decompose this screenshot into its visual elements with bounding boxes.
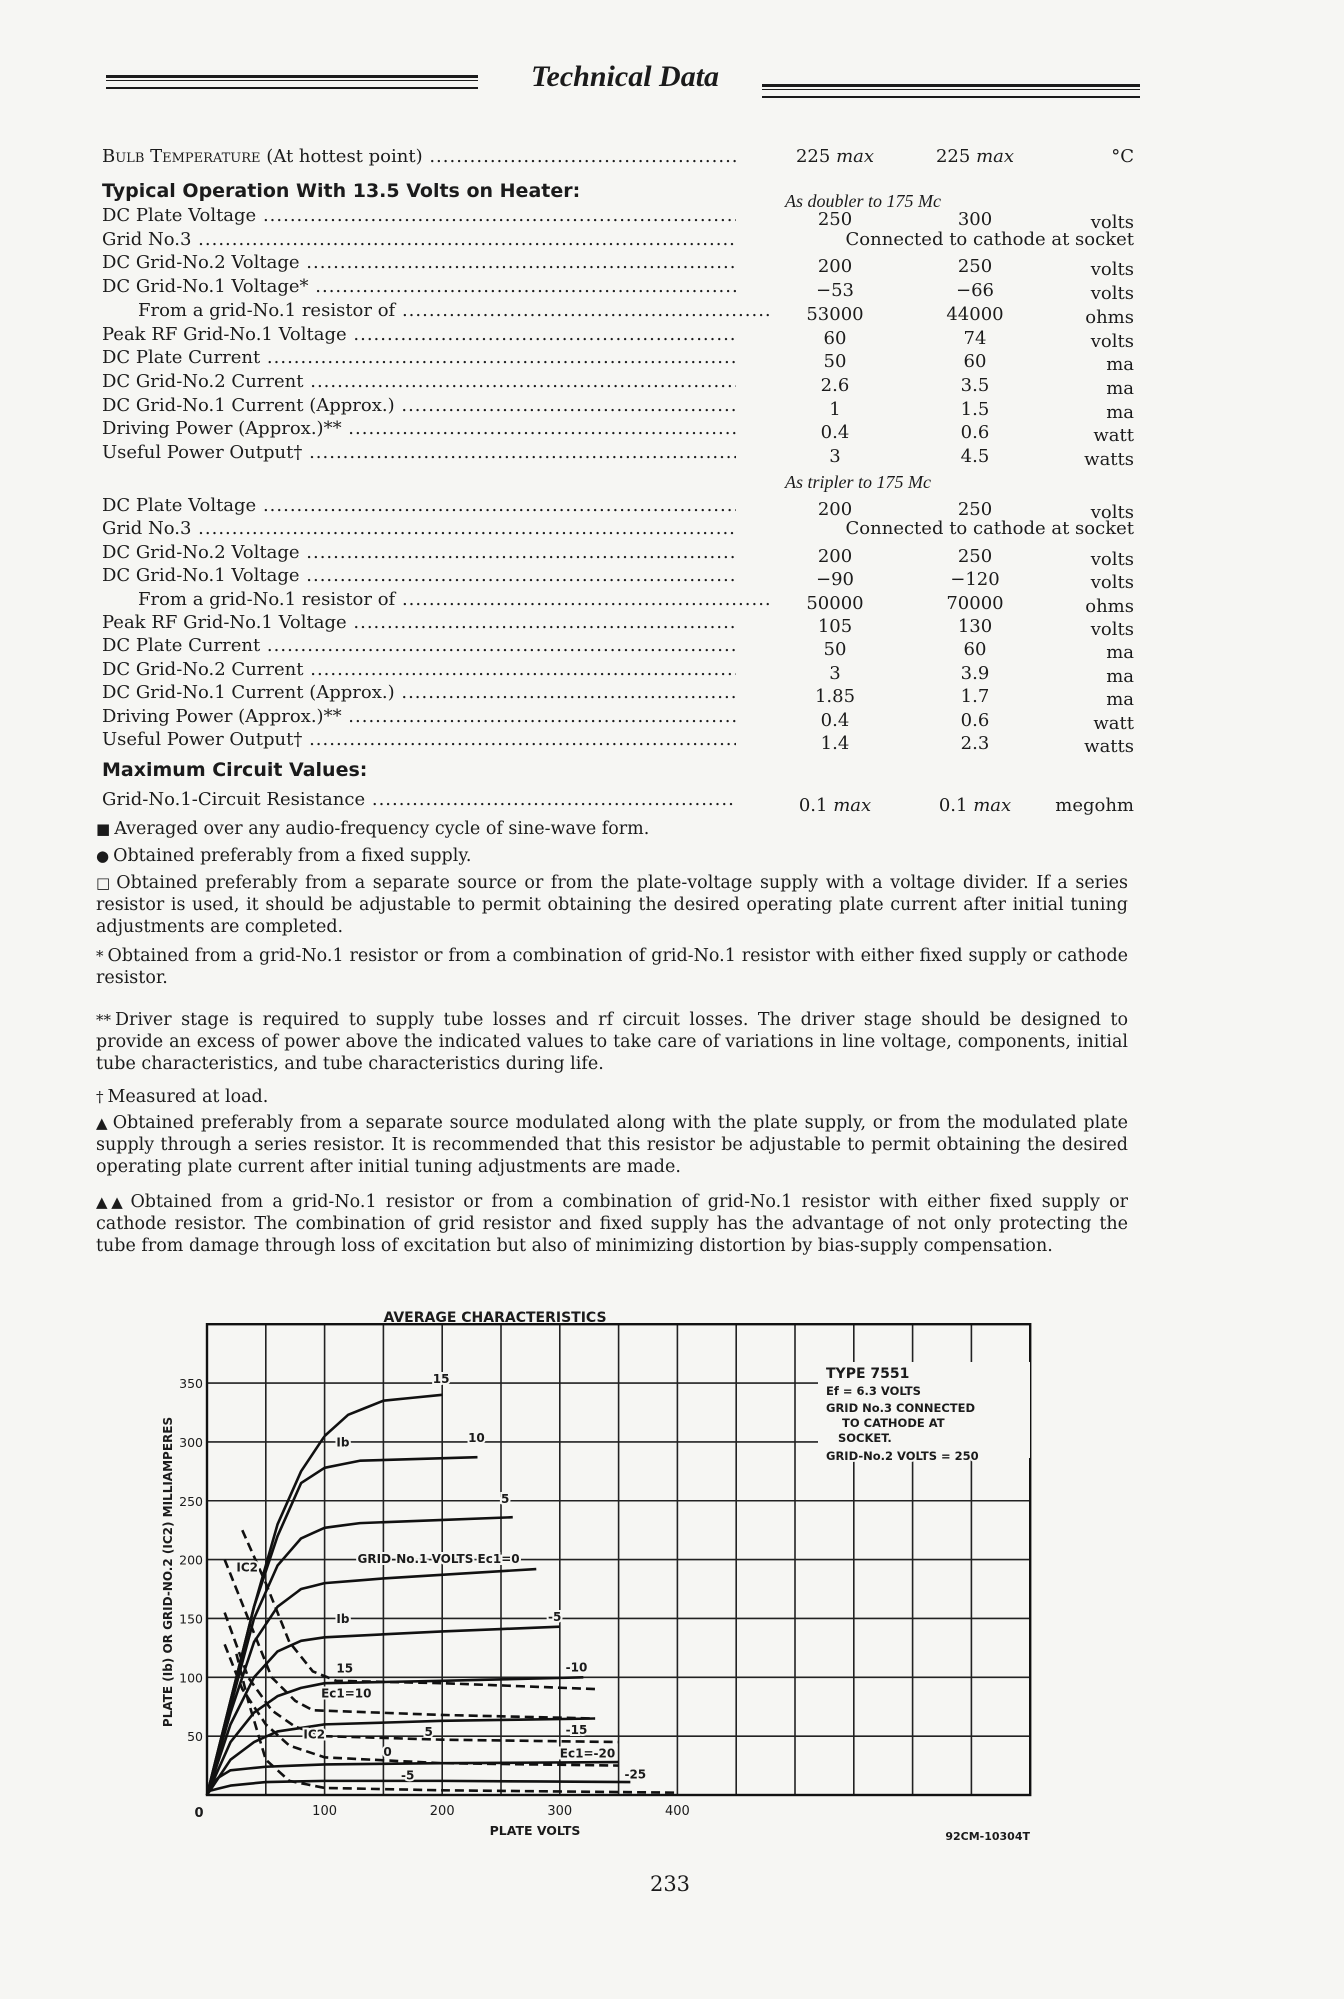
unit: volts <box>1090 502 1134 523</box>
value-number: 0.1 <box>938 795 968 816</box>
row-label: DC Grid-No.1 Current (Approx.) ..... <box>102 681 736 705</box>
row-label: DC Plate Voltage ..... <box>102 494 736 518</box>
footnote-mark: ▲▲ <box>96 1193 127 1211</box>
grid-circuit-resistance-row <box>102 788 1134 816</box>
curve-label: Ib <box>336 1612 350 1627</box>
footnote <box>96 1086 1128 1108</box>
curve-label: -5 <box>548 1609 562 1624</box>
unit: ma <box>1106 377 1134 399</box>
x-tick-label: 100 <box>312 1804 338 1819</box>
legend-text: TO CATHODE AT <box>842 1416 945 1430</box>
unit: ohms <box>1085 595 1134 617</box>
footnote-text: Measured at load. <box>107 1087 269 1107</box>
value-2: 1.5 <box>960 398 990 420</box>
curve-label: 15 <box>432 1372 450 1387</box>
footnote-mark: * <box>96 947 104 965</box>
value-1: 105 <box>817 616 853 637</box>
footnote <box>96 1112 1128 1178</box>
footnote-text: Obtained preferably from a separate source modulated along with the plate supply, or from the modulated plate supply through a series resistor. It is recommended that this resistor be adjustable to permit obtaining the desired operating plate current after initial tuning adjustments are made. <box>96 1113 1128 1177</box>
y-tick-label: 300 <box>179 1434 203 1450</box>
label-rest: (At hottest point) <box>260 146 423 167</box>
value-1 <box>785 145 885 169</box>
row-label: From a grid-No.1 resistor of ..... <box>102 588 772 612</box>
spec-row <box>102 394 1134 423</box>
value-2: 1.7 <box>960 686 990 708</box>
value-1: 53000 <box>806 303 864 325</box>
unit: volts <box>1090 572 1134 594</box>
legend-text: SOCKET. <box>838 1431 892 1445</box>
value-1: 200 <box>817 256 853 278</box>
spec-row <box>102 494 1134 523</box>
unit: megohm <box>1055 795 1134 816</box>
row-label: DC Grid-No.1 Voltage ..... <box>102 564 736 588</box>
curve-label: Ec1=10 <box>321 1686 372 1701</box>
row-label: DC Grid-No.2 Voltage ..... <box>102 251 736 275</box>
value-2: 74 <box>963 327 987 349</box>
spec-row <box>102 705 1134 734</box>
spec-row <box>102 299 1134 328</box>
unit: volts <box>1090 259 1134 281</box>
value-1: 1.85 <box>814 686 856 708</box>
row-label: From a grid-No.1 resistor of ..... <box>102 299 772 323</box>
value-1: 60 <box>823 327 847 349</box>
max-circuit-heading: Maximum Circuit Values: <box>102 759 368 781</box>
footnote <box>96 872 1128 938</box>
curve-label: 0 <box>383 1745 392 1760</box>
unit: watts <box>1084 449 1134 470</box>
spec-row <box>102 658 1134 687</box>
footnote <box>96 945 1128 989</box>
row-label: Grid-No.1-Circuit Resistance ..... <box>102 788 736 812</box>
x-axis-label: PLATE VOLTS <box>489 1823 581 1838</box>
legend-text: GRID No.3 CONNECTED <box>826 1401 976 1415</box>
row-label: DC Plate Current ..... <box>102 634 736 658</box>
value-modifier: max <box>836 146 875 167</box>
row-span-value: Connected to cathode at socket <box>845 518 1134 540</box>
row-label: DC Plate Current ..... <box>102 346 736 370</box>
unit: volts <box>1090 619 1134 640</box>
x-tick-label: 400 <box>664 1804 690 1819</box>
value-2: 4.5 <box>960 446 990 467</box>
value-number: 225 <box>795 146 831 167</box>
spec-row <box>102 441 1134 470</box>
row-label: DC Grid-No.1 Current (Approx.) ..... <box>102 394 736 418</box>
value-2: 0.6 <box>960 422 990 444</box>
footnote <box>96 1191 1128 1257</box>
spec-row <box>102 370 1134 399</box>
footnote-mark: ■ <box>96 820 111 838</box>
spec-row <box>102 346 1134 376</box>
header-rule-left <box>106 75 478 89</box>
footnote-text: Obtained preferably from a separate source or from the plate-voltage supply with a voltage divider. If a series resistor is used, it should be adjustable to permit obtaining the desired operating plate current after initial tuning adjustments are completed. <box>96 873 1128 937</box>
value-1: 200 <box>817 545 853 567</box>
figure-code: 92CM-10304T <box>945 1830 1030 1843</box>
y-tick-label: 50 <box>187 1729 203 1745</box>
value-1: 50 <box>823 639 847 661</box>
row-label: DC Grid-No.2 Current ..... <box>102 370 736 394</box>
footnote <box>96 1009 1128 1075</box>
footnote <box>96 818 1128 840</box>
row-label: DC Grid-No.1 Voltage* ..... <box>102 275 736 299</box>
label-smallcaps: Bulb Temperature <box>102 146 261 167</box>
spec-row <box>102 517 1134 541</box>
value-2: −66 <box>956 280 994 302</box>
average-characteristics-chart <box>150 1300 1050 1860</box>
row-label: Grid No.3 ..... <box>102 517 736 541</box>
value-2: 250 <box>957 256 993 278</box>
footnote-text: Driver stage is required to supply tube losses and rf circuit losses. The driver stage should be designed to provide an excess of power above the indicated values to take care of variations in line voltage, components, initial tube characteristics, and tube characteristics during life. <box>96 1010 1128 1074</box>
row-label: Useful Power Output† ..... <box>102 728 736 752</box>
value-1 <box>785 794 885 818</box>
spec-row <box>102 611 1134 640</box>
footnote-text: Obtained preferably from a fixed supply. <box>113 846 472 866</box>
y-tick-label: 0 <box>194 1806 204 1821</box>
x-tick-label: 300 <box>547 1804 573 1819</box>
value-2: 0.6 <box>960 709 990 731</box>
value-2: 70000 <box>946 592 1004 614</box>
unit: ma <box>1106 401 1134 423</box>
curve-label: 5 <box>424 1725 433 1740</box>
value-1: 250 <box>817 209 853 230</box>
value-1: −90 <box>816 569 854 591</box>
y-tick-label: 250 <box>179 1493 203 1509</box>
value-modifier: max <box>833 795 872 816</box>
row-label: Driving Power (Approx.)** ..... <box>102 705 736 729</box>
page-number: 233 <box>649 1872 691 1896</box>
value-modifier: max <box>973 795 1012 816</box>
row-label: DC Grid-No.2 Current ..... <box>102 658 736 682</box>
curve-label: Ib <box>336 1435 350 1450</box>
x-tick-label: 200 <box>429 1804 455 1819</box>
value-2: −120 <box>950 569 1000 591</box>
unit: ma <box>1106 642 1134 664</box>
unit: ma <box>1106 354 1134 376</box>
value-1: 2.6 <box>820 374 850 396</box>
value-1: 1.4 <box>820 733 850 754</box>
spec-row <box>102 323 1134 352</box>
row-label: DC Plate Voltage ..... <box>102 204 736 228</box>
unit: watts <box>1084 736 1134 757</box>
curve-label: IC2 <box>236 1560 259 1575</box>
value-1: 1 <box>829 398 841 420</box>
row-label: Useful Power Output† ..... <box>102 441 736 465</box>
unit: ma <box>1106 689 1134 711</box>
footnote-text: Obtained from a grid-No.1 resistor or from a combination of grid-No.1 resistor with either fixed supply or cathode resistor. <box>96 946 1128 988</box>
doubler-subheading: As doubler to 175 Mc <box>785 191 941 211</box>
value-2: 250 <box>957 499 993 520</box>
series-line-ic2 <box>236 1654 677 1793</box>
unit: ohms <box>1085 306 1134 328</box>
spec-row <box>102 228 1134 252</box>
chart-title: AVERAGE CHARACTERISTICS <box>383 1310 607 1326</box>
spec-row <box>102 204 1134 233</box>
value-1: −53 <box>816 280 854 302</box>
footnote-mark: † <box>96 1088 104 1106</box>
value-1: 0.4 <box>820 422 850 444</box>
spec-row <box>102 417 1134 447</box>
curve-label: 15 <box>336 1661 354 1676</box>
value-1: 200 <box>817 499 853 520</box>
curve-label: 10 <box>468 1430 485 1445</box>
curve-label: -10 <box>565 1660 588 1675</box>
value-number: 0.1 <box>798 795 828 816</box>
legend-text: GRID-No.2 VOLTS = 250 <box>826 1449 979 1463</box>
spec-row <box>102 681 1134 711</box>
legend-text: Ef = 6.3 VOLTS <box>826 1384 921 1398</box>
value-2 <box>925 145 1025 169</box>
y-tick-label: 100 <box>179 1670 203 1686</box>
spec-row <box>102 588 1134 617</box>
row-label: Driving Power (Approx.)** ..... <box>102 417 736 441</box>
curve-label: -5 <box>401 1768 415 1783</box>
tripler-subheading: As tripler to 175 Mc <box>785 472 931 492</box>
unit: volts <box>1090 330 1134 352</box>
row-label: Grid No.3 ..... <box>102 228 736 252</box>
unit: volts <box>1090 283 1134 305</box>
page-title: Technical Data <box>530 60 720 93</box>
value-modifier: max <box>976 146 1015 167</box>
curve-label: IC2 <box>303 1727 326 1742</box>
unit: °C <box>1111 146 1134 167</box>
header-rule-right <box>762 84 1140 98</box>
row-label: DC Grid-No.2 Voltage ..... <box>102 541 736 565</box>
footnote-mark: □ <box>96 874 113 892</box>
unit: volts <box>1090 548 1134 570</box>
unit: watt <box>1093 425 1134 447</box>
curve-label: -15 <box>565 1722 588 1737</box>
spec-row <box>102 728 1134 757</box>
value-1: 3 <box>829 446 841 467</box>
legend-text: TYPE 7551 <box>826 1366 910 1382</box>
row-label: Peak RF Grid-No.1 Voltage ..... <box>102 323 736 347</box>
typical-operation-heading: Typical Operation With 13.5 Volts on Heater: <box>102 180 581 202</box>
value-2: 3.9 <box>960 662 990 684</box>
value-2 <box>925 794 1025 818</box>
footnote <box>96 845 1128 867</box>
curve-label: 5 <box>501 1492 510 1507</box>
footnote-text: Averaged over any audio-frequency cycle of sine-wave form. <box>114 819 650 839</box>
spec-row <box>102 564 1134 594</box>
row-span-value: Connected to cathode at socket <box>845 228 1134 250</box>
spec-row <box>102 634 1134 664</box>
value-2: 130 <box>957 616 993 637</box>
spec-row <box>102 541 1134 570</box>
curve-label: Ec1=-20 <box>559 1746 616 1761</box>
unit: watt <box>1093 712 1134 734</box>
value-2: 300 <box>957 209 993 230</box>
y-axis-label: PLATE (Ib) OR GRID-NO.2 (IC2) MILLIAMPERES <box>161 1416 175 1728</box>
value-2: 60 <box>963 639 987 661</box>
unit: ma <box>1106 665 1134 687</box>
value-1: 0.4 <box>820 709 850 731</box>
y-tick-label: 350 <box>179 1376 203 1392</box>
y-tick-label: 150 <box>179 1611 203 1627</box>
bulb-temperature-row <box>102 145 1134 169</box>
row-label: Peak RF Grid-No.1 Voltage ..... <box>102 611 736 635</box>
footnote-text: Obtained from a grid-No.1 resistor or from a combination of grid-No.1 resistor with either fixed supply or cathode resistor. The combination of grid resistor and fixed supply has the advantage of not only protecting the tube from damage through loss of excitation but also of minimizing distortion by bias-supply compensation. <box>96 1192 1128 1256</box>
value-1: 50 <box>823 351 847 373</box>
value-2: 250 <box>957 545 993 567</box>
row-label <box>102 145 736 169</box>
value-2: 44000 <box>946 303 1004 325</box>
value-2: 2.3 <box>960 733 990 754</box>
value-1: 3 <box>829 662 841 684</box>
value-2: 3.5 <box>960 374 990 396</box>
value-2: 60 <box>963 351 987 373</box>
spec-row <box>102 275 1134 305</box>
curve-label: GRID-No.1 VOLTS Ec1=0 <box>357 1552 520 1567</box>
value-1: 50000 <box>806 592 864 614</box>
footnote-mark: ● <box>96 847 110 865</box>
footnote-mark: ▲ <box>96 1114 109 1132</box>
y-tick-label: 200 <box>179 1552 203 1568</box>
unit: volts <box>1090 212 1134 233</box>
curve-label: -25 <box>624 1767 647 1782</box>
value-number: 225 <box>935 146 971 167</box>
spec-row <box>102 251 1134 281</box>
footnote-mark: ** <box>96 1011 111 1029</box>
